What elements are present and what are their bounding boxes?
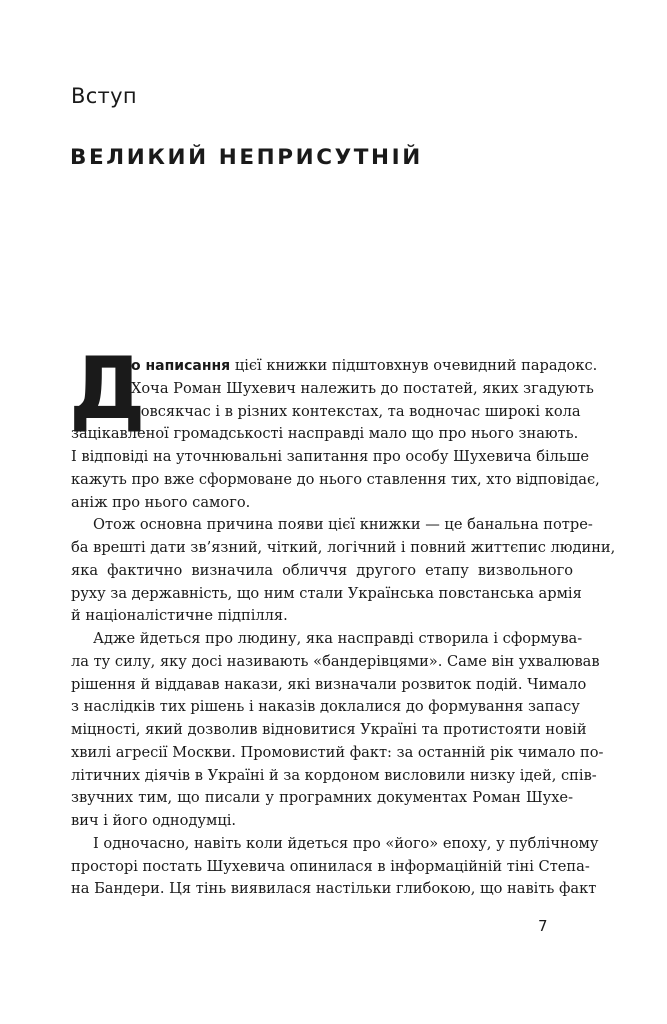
text-line: аніж про нього самого.: [71, 493, 251, 511]
text-line: кажуть про вже сформоване до нього ставлення тих, хто відповідає,: [71, 470, 600, 488]
text-line: яка фактично визначила обличчя другого етапу визвольного: [71, 561, 573, 579]
text-line: з наслідків тих рішень і наказів доклалися до формування запасу: [71, 698, 580, 716]
text-line: й націоналістичне підпілля.: [71, 607, 288, 625]
text-line: Отож основна причина появи цієї книжки — це банальна потре-: [93, 516, 593, 534]
paragraph: [71, 514, 616, 628]
drop-cap: Д: [69, 339, 146, 439]
text-line: повсякчас і в різних контекстах, та водночас широкі кола: [131, 402, 581, 420]
text-line: на Бандери. Ця тінь виявилася настільки глибокою, що навіть факт: [71, 880, 597, 898]
text-line: вич і його однодумці.: [71, 812, 237, 829]
text-line: Адже йдеться про людину, яка насправді створила і сформува-: [93, 630, 583, 647]
text-line: зацікавленої громадськості насправді мало що про нього знають.: [71, 425, 579, 443]
page-number: 7: [538, 917, 548, 935]
paragraph: [69, 339, 600, 514]
section-label: Вступ: [71, 84, 137, 108]
text-line-rest: цієї книжки підштовхнув очевидний парадокс.: [230, 357, 598, 374]
text-line: Хоча Роман Шухевич належить до постатей, яких згадують: [131, 379, 594, 397]
text-line: звучних тим, що писали у програмних документах Роман Шухе-: [71, 789, 573, 807]
body-text: [69, 339, 616, 901]
text-line: ла ту силу, яку досі називають «бандерівцями». Саме він ухвалював: [71, 652, 600, 670]
text-line: І відповіді на уточнювальні запитання про особу Шухевича більше: [71, 448, 590, 465]
text-line: міцності, який дозволив відновитися Україні та протистояти новій: [71, 721, 587, 738]
lead-in-bold: о написання: [131, 358, 231, 374]
text-line: І одночасно, навіть коли йдеться про «його» епоху, у публічному: [93, 834, 599, 852]
text-line: руху за державність, що ним стали Українська повстанська армія: [71, 584, 582, 602]
text-line: літичних діячів в Україні й за кордоном висловили низку ідей, спів-: [71, 766, 597, 784]
chapter-title: ВЕЛИКИЙ НЕПРИСУТНІЙ: [70, 145, 423, 170]
paragraph: [71, 833, 599, 901]
text-line: просторі постать Шухевича опинилася в інформаційній тіні Степа-: [71, 857, 590, 875]
text-line: [71, 355, 598, 378]
paragraph: [71, 628, 604, 833]
text-line: хвилі агресії Москви. Промовистий факт: за останній рік чимало по-: [71, 743, 604, 761]
text-line: рішення й віддавав накази, які визначали розвиток подій. Чимало: [71, 675, 587, 693]
text-line: ба врешті дати зв’язний, чіткий, логічний і повний життєпис людини,: [71, 539, 616, 556]
